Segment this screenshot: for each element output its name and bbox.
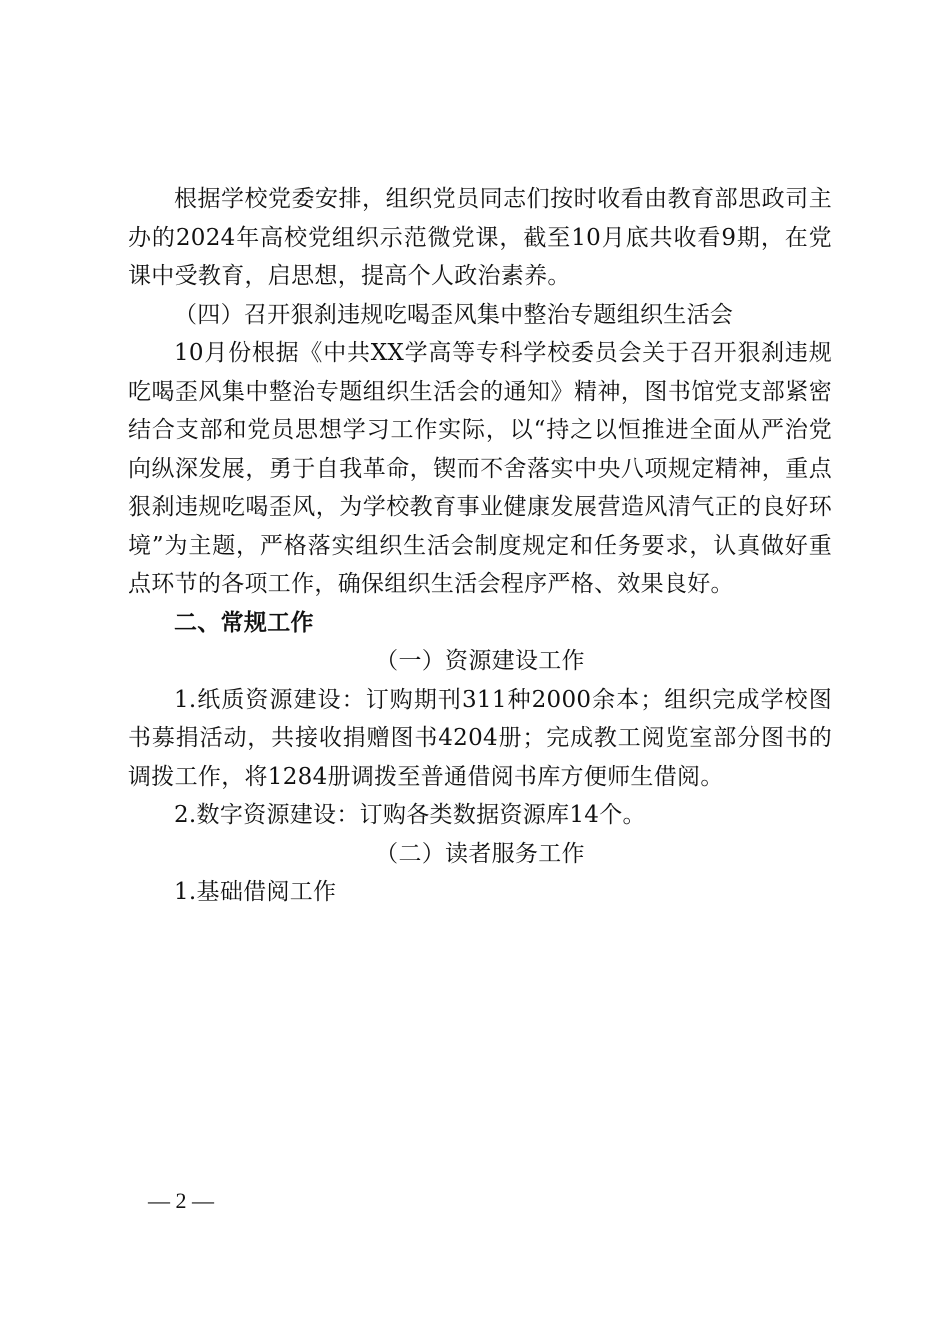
subheading-resource-building: （一）资源建设工作 <box>375 648 585 674</box>
paragraph-party-lectures: 根据学校党委安排，组织党员同志们按时收看由教育部思政司主办的2024年高校党组织示范微党课，截至10月底共收看9期，在党课中受教育，启思想，提高个人政治素养。 <box>128 186 832 289</box>
subheading-reader-services: （二）读者服务工作 <box>375 840 585 867</box>
page-number: — 2 — <box>148 1188 214 1213</box>
paragraph-digital-resources: 2.数字资源建设：订购各类数据资源库14个。 <box>174 802 646 828</box>
paragraph-life-meeting: 10月份根据《中共XX学高等专科学校委员会关于召开狠刹违规吃喝歪风集中整治专题组织生活会的通知》精神，图书馆党支部紧密结合支部和党员思想学习工作实际，以“持之以恒推进全面从严治党向纵深发展，勇于自我革命，锲而不舍落实中央八项规定精神，重点狠刹违规吃喝歪风，为学校教育事业健康发展营造风清气正的良好环境”为主题，严格落实组织生活会制度规定和任务要求，认真做好重点环节的各项工作，确保组织生活会程序严格、效果良好。 <box>128 340 832 597</box>
subheading-life-meeting: （四）召开狠刹违规吃喝歪风集中整治专题组织生活会 <box>174 301 734 328</box>
document-body <box>128 180 832 912</box>
paragraph-paper-resources: 1.纸质资源建设：订购期刊311种2000余本；组织完成学校图书募捐活动，共接收捐赠图书4204册；完成教工阅览室部分图书的调拨工作，将1284册调拨至普通借阅书库方便师生借阅。 <box>128 686 832 790</box>
paragraph-basic-lending: 1.基础借阅工作 <box>174 879 337 905</box>
section-heading-routine-work: 二、常规工作 <box>174 609 314 636</box>
